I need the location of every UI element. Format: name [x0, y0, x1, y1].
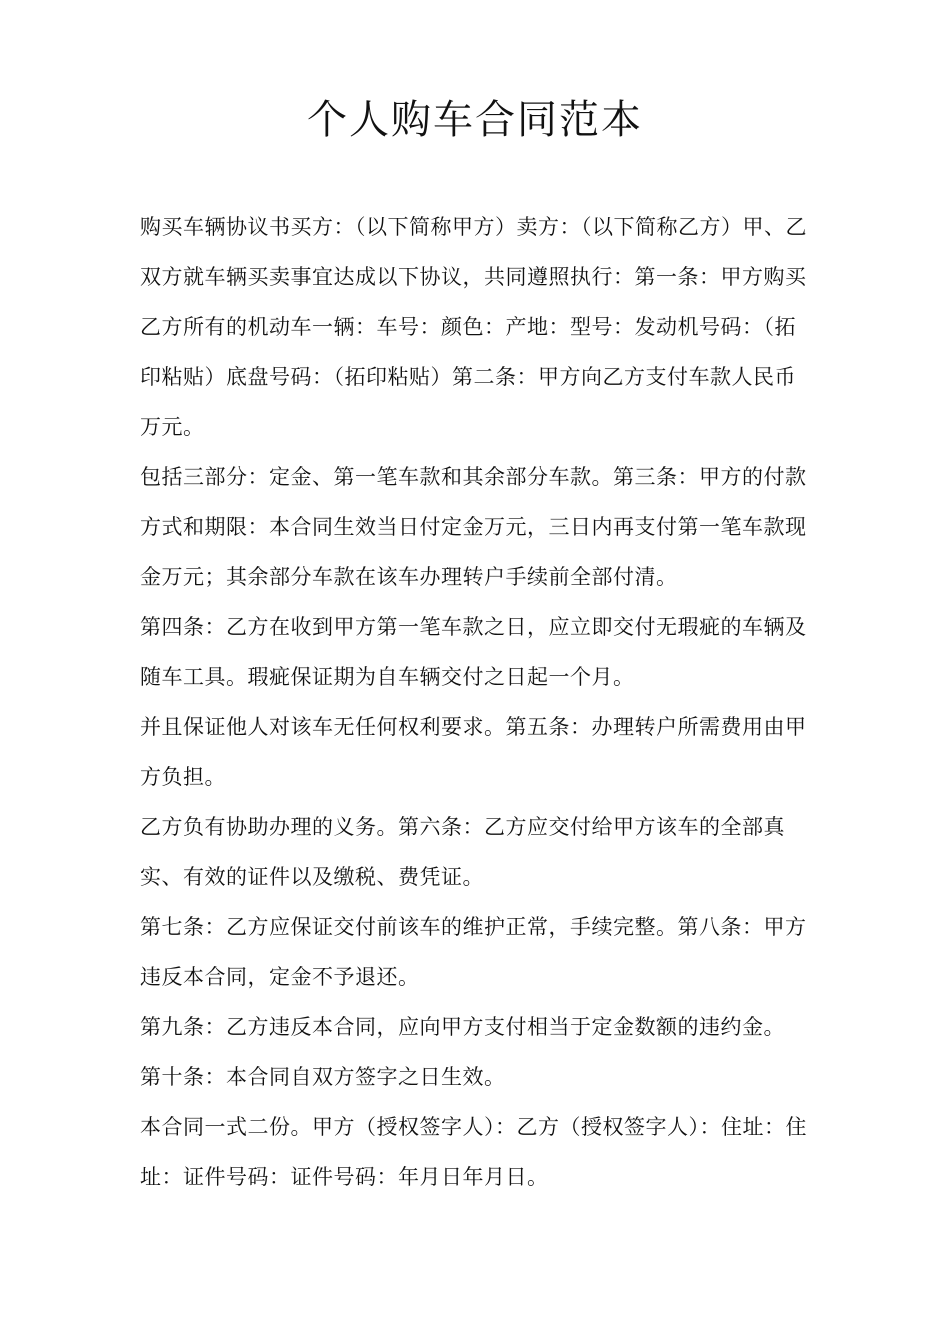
paragraph-article-3: 包括三部分：定金、第一笔车款和其余部分车款。第三条：甲方的付款方式和期限：本合同生效当日付定金万元，三日内再支付第一笔车款现金万元；其余部分车款在该车办理转户手续前全部付清。 [140, 465, 807, 589]
paragraph-parties-and-article-1-2: 购买车辆协议书买方：（以下简称甲方）卖方：（以下简称乙方）甲、乙双方就车辆买卖事宜达成以下协议，共同遵照执行：第一条：甲方购买乙方所有的机动车一辆：车号：颜色：产地：型号：发动机号码：（拓印粘贴）底盘号码：（拓印粘贴）第二条：甲方向乙方支付车款人民币万元。 [140, 215, 807, 439]
paragraph-signatures: 本合同一式二份。甲方（授权签字人）：乙方（授权签字人）：住址：住址：证件号码：证件号码：年月日年月日。 [140, 1115, 807, 1189]
document-body [140, 202, 812, 1202]
paragraph-article-4: 第四条：乙方在收到甲方第一笔车款之日，应立即交付无瑕疵的车辆及随车工具。瑕疵保证期为自车辆交付之日起一个月。 [140, 615, 807, 689]
paragraph-article-10: 第十条：本合同自双方签字之日生效。 [140, 1065, 506, 1089]
document-title: 个人购车合同范本 [307, 97, 643, 143]
paragraph-article-5: 并且保证他人对该车无任何权利要求。第五条：办理转户所需费用由甲方负担。 [140, 715, 807, 789]
paragraph-article-6: 乙方负有协助办理的义务。第六条：乙方应交付给甲方该车的全部真实、有效的证件以及缴税、费凭证。 [140, 815, 785, 889]
paragraph-article-9: 第九条：乙方违反本合同，应向甲方支付相当于定金数额的违约金。 [140, 1015, 785, 1039]
paragraph-article-7-8: 第七条：乙方应保证交付前该车的维护正常，手续完整。第八条：甲方违反本合同，定金不予退还。 [140, 915, 807, 989]
